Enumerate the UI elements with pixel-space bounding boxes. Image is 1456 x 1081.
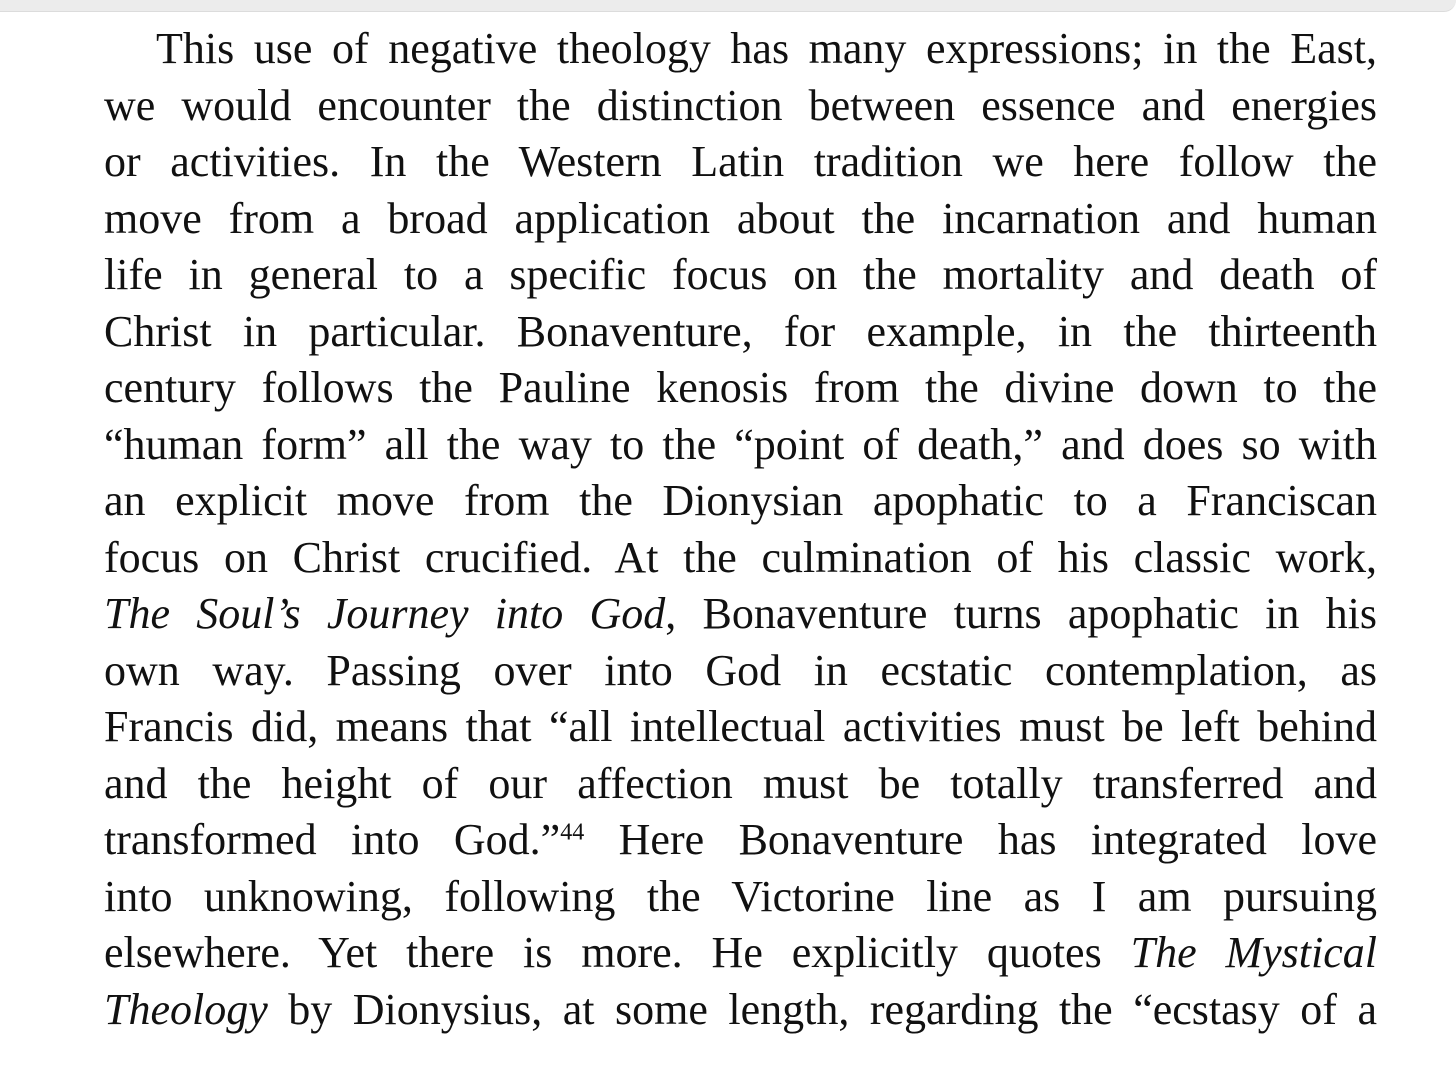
text-run: by Dionysius, at some length, regarding the “ecstasy of a [267, 984, 1377, 1034]
body-paragraph [104, 21, 1377, 1038]
text-run: own way. Passing over into God in ecstatic contemplation, as [104, 645, 1377, 695]
text-line [104, 417, 1377, 474]
text-run: and the height of our affection must be totally transferred and [104, 758, 1377, 808]
text-run: move from a broad application about the incarnation and human [104, 193, 1377, 243]
text-run: into unknowing, following the Victorine line as I am pursuing [104, 871, 1377, 921]
text-run: Francis did, means that “all intellectual activities must be left behind [104, 702, 1377, 751]
text-line [104, 982, 1377, 1039]
text-run: life in general to a specific focus on the mortality and death of [104, 250, 1377, 299]
text-line [104, 869, 1377, 926]
text-run: Christ in particular. Bonaventure, for example, in the thirteenth [104, 306, 1377, 356]
text-run: focus on Christ crucified. At the culmination of his classic work, [104, 532, 1377, 582]
text-run: elsewhere. Yet there is more. He explicitly quotes [104, 928, 1131, 977]
italic-title: The Soul’s Journey into God [104, 589, 666, 638]
text-line [104, 247, 1377, 304]
text-run: we would encounter the distinction between essence and energies [104, 80, 1377, 130]
text-run: transformed into God.” [104, 815, 561, 864]
text-line [104, 812, 1377, 869]
text-run: , Bonaventure turns apophatic in his [665, 589, 1377, 638]
text-line [104, 643, 1377, 700]
text-line [104, 191, 1377, 248]
text-run: century follows the Pauline kenosis from the divine down to the [104, 363, 1377, 412]
text-run: “human form” all the way to the “point of death,” and does so with [104, 419, 1377, 469]
italic-title: The Mystical [1130, 928, 1377, 977]
text-line [104, 78, 1377, 135]
italic-title: Theology [104, 984, 268, 1034]
text-line [104, 756, 1377, 813]
text-line [104, 925, 1377, 982]
text-line [104, 699, 1377, 756]
text-line [104, 134, 1377, 191]
text-line [104, 473, 1377, 530]
text-run: an explicit move from the Dionysian apophatic to a Franciscan [104, 476, 1377, 525]
text-run: This use of negative theology has many expressions; in the East, [156, 24, 1377, 73]
text-run: Here Bonaventure has integrated love [584, 815, 1377, 864]
text-line [104, 360, 1377, 417]
text-run: or activities. In the Western Latin tradition we here follow the [104, 137, 1377, 186]
text-line [104, 530, 1377, 587]
text-line [104, 586, 1377, 643]
document-page [104, 21, 1377, 1038]
top-bar [0, 0, 1456, 12]
text-line [104, 304, 1377, 361]
text-line [104, 21, 1377, 78]
footnote-marker: 44 [560, 819, 585, 846]
